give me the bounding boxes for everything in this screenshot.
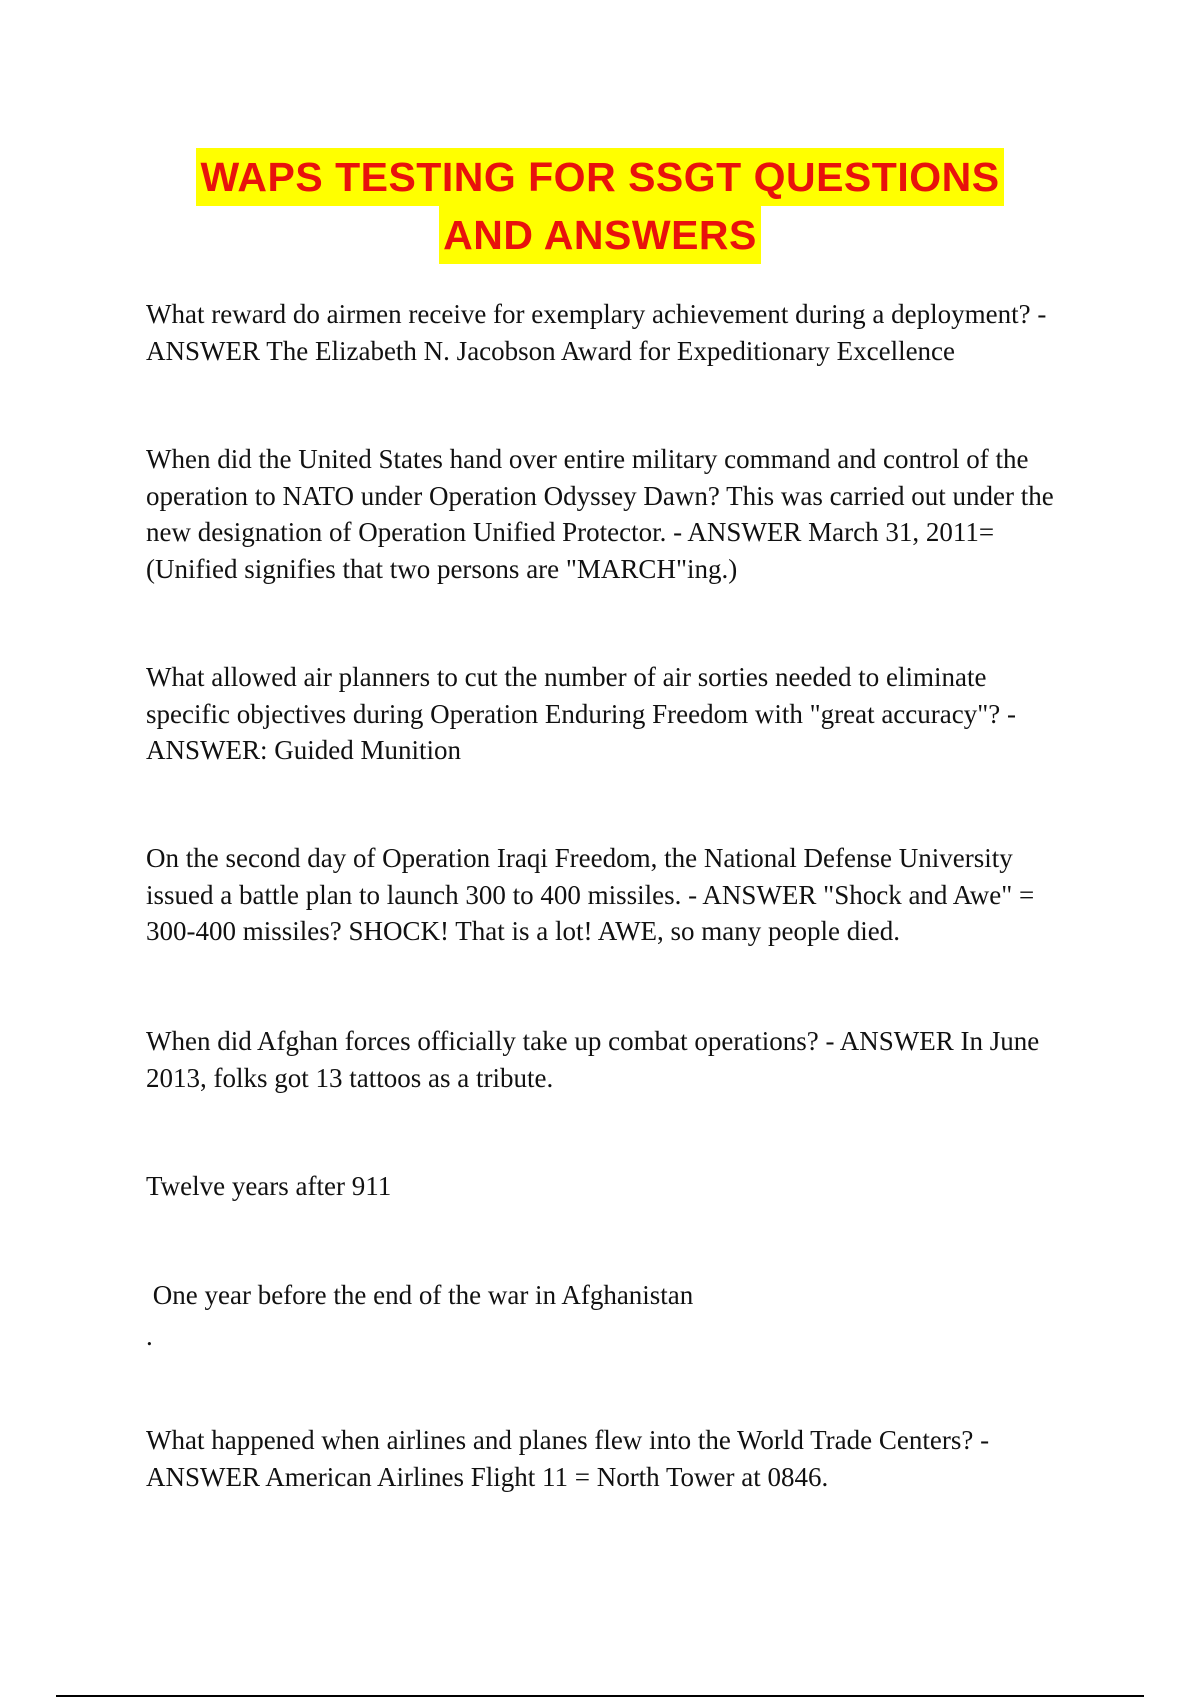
- document-title: [0, 148, 1200, 264]
- qa-paragraph-6: Twelve years after 911: [146, 1171, 392, 1201]
- title-line-1: WAPS TESTING FOR SSGT QUESTIONS: [196, 148, 1003, 206]
- qa-paragraph-5: When did Afghan forces officially take up combat operations? - ANSWER In June 2013, folks got 13 tattoos as a tribute.: [146, 1026, 1040, 1093]
- footer-rule: [56, 1695, 1144, 1697]
- qa-paragraph-dot: .: [146, 1321, 153, 1351]
- qa-paragraph-8: What happened when airlines and planes flew into the World Trade Centers? - ANSWER American Airlines Flight 11 = North Tower at 0846.: [146, 1425, 990, 1492]
- title-line-2: AND ANSWERS: [439, 206, 761, 264]
- qa-paragraph-3: What allowed air planners to cut the number of air sorties needed to eliminate specific objectives during Operation Enduring Freedom with "great accuracy"? - ANSWER: Guided Munition: [146, 662, 1016, 765]
- qa-paragraph-4: On the second day of Operation Iraqi Freedom, the National Defense University issued a battle plan to launch 300 to 400 missiles. - ANSWER "Shock and Awe" = 300-400 missiles? SHOCK! That is a lot! AWE, so many people died.: [146, 843, 1035, 946]
- qa-paragraph-7: One year before the end of the war in Afghanistan: [146, 1280, 694, 1310]
- qa-paragraph-1: What reward do airmen receive for exemplary achievement during a deployment? - ANSWER The Elizabeth N. Jacobson Award for Expeditionary Excellence: [146, 299, 1047, 366]
- qa-paragraph-2: When did the United States hand over entire military command and control of the operation to NATO under Operation Odyssey Dawn? This was carried out under the new designation of Operation Unified Protector. - ANSWER March 31, 2011= (Unified signifies that two persons are "MARCH"ing.): [146, 444, 1054, 584]
